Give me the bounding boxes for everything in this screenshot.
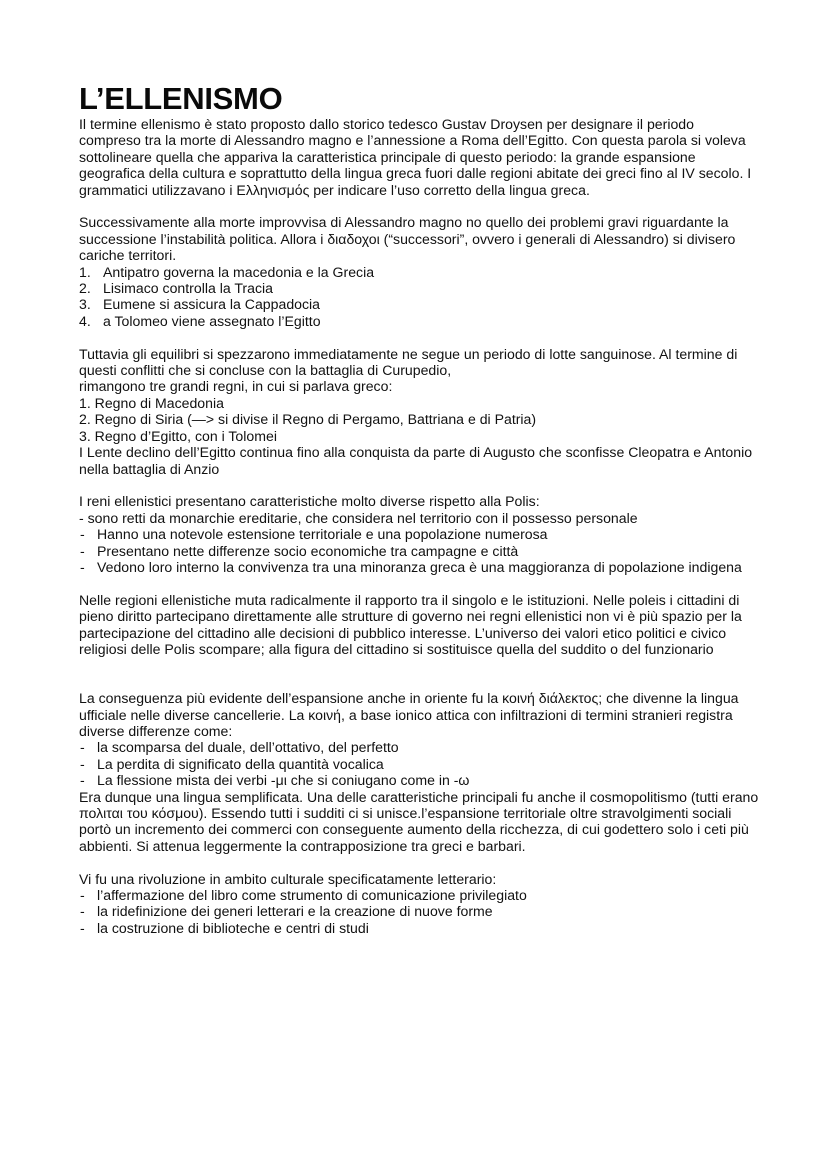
kingdoms-paragraph: Tuttavia gli equilibri si spezzarono immediatamente ne segue un periodo di lotte sanguinose. Al termine di questi conflitti che si concluse con la battaglia di Curupedio,	[79, 345, 738, 379]
dash-bullet: -	[80, 772, 85, 789]
hellenistic-kingdoms-paragraph: I reni ellenistici presentano caratteristiche molto diverse rispetto alla Polis:	[79, 493, 540, 510]
list-item: - l’affermazione del libro come strumento di comunicazione privilegiato	[80, 887, 527, 903]
dash-bullet: -	[80, 755, 85, 772]
list-item: - Presentano nette differenze socio economiche tra campagne e città	[80, 542, 519, 559]
list-item: - la costruzione di biblioteche e centri di studi	[80, 919, 369, 936]
list-item: 4. a Tolomeo viene assegnato l’Egitto	[79, 312, 321, 329]
list-item: - La perdita di significato della quantità vocalica	[80, 755, 384, 772]
kingdoms-intro-line: rimangono tre grandi regni, in cui si parlava greco:	[79, 378, 393, 395]
list-item: - Vedono loro interno la convivenza tra una minoranza greca è una maggioranza di popolazione indigena	[80, 558, 742, 575]
list-item: 1. Antipatro governa la macedonia e la Grecia	[79, 263, 375, 280]
list-item: 2. Lisimaco controlla la Tracia	[79, 280, 273, 297]
dash-bullet: -	[80, 558, 85, 575]
monarchy-line: - sono retti da monarchie ereditarie, che considera nel territorio con il possesso personale	[79, 509, 638, 526]
dash-bullet: -	[80, 526, 85, 543]
dash-bullet: -	[80, 739, 85, 756]
document-title: L’ELLENISMO	[79, 81, 283, 116]
document-page	[79, 82, 759, 936]
cosmopolitanism-paragraph: Era dunque una lingua semplificata. Una delle caratteristiche principali fu anche il cosmopolitismo (tutti erano πολιται του κόσμου). Essendo tutti i sudditi ci si unisce.l’espansione territoriale oltre stravolgimenti sociali portò un incremento dei commerci con conseguente aumento della ricchezza, di cui godettero solo i ceti più abbienti. Si attenua leggermente la contrapposizione tra greci e barbari.	[79, 788, 759, 854]
dash-bullet: -	[80, 903, 85, 920]
cultural-revolution-paragraph: Vi fu una rivoluzione in ambito culturale specificatamente letterario:	[79, 870, 497, 887]
kingdom-traits-list	[79, 526, 759, 575]
kingdom-line: 3. Regno d’Egitto, con i Tolomei	[79, 427, 277, 444]
dash-bullet: -	[80, 542, 85, 559]
kingdom-line: 2. Regno di Siria (—> si divise il Regno di Pergamo, Battriana e di Patria)	[79, 411, 537, 428]
successors-paragraph: Successivamente alla morte improvvisa di Alessandro magno no quello dei problemi gravi riguardante la successione l’instabilità politica. Allora i διαδοχοι (“successori”, ovvero i generali di Alessandro) si divisero cariche territori.	[79, 214, 736, 264]
egypt-decline-paragraph: I Lente declino dell’Egitto continua fino alla conquista da parte di Augusto che sconfisse Cleopatra e Antonio nella battaglia di Anzio	[79, 444, 753, 477]
list-item: - Hanno una notevole estensione territoriale e una popolazione numerosa	[80, 526, 548, 543]
kingdom-line: 1. Regno di Macedonia	[79, 394, 224, 411]
intro-paragraph: Il termine ellenismo è stato proposto dallo storico tedesco Gustav Droysen per designare il periodo compreso tra la morte di Alessandro magno e l’annessione a Roma dell’Egitto. Con questa parola si voleva sottolineare quella che appariva la caratteristica principale di questo periodo: la grande espansione geografica della cultura e soprattutto della lingua greca fuori dalle regioni abitate dei greci fino al IV secolo. I grammatici utilizzavano i Ελληνισμός per indicare l’uso corretto della lingua greca.	[79, 116, 752, 198]
list-item: - La flessione mista dei verbi -μι che si coniugano come in -ω	[80, 772, 470, 789]
institutions-paragraph: Nelle regioni ellenistiche muta radicalmente il rapporto tra il singolo e le istituzioni. Nelle poleis i cittadini di pieno diritto partecipano direttamente alle strutture di governo nei regni ellenistici non vi è più spazio per la partecipazione del cittadino alle decisioni di pubblico interesse. L’universo dei valori etico politici e civico religiosi delle Polis scompare; alla figura del cittadino si sostituisce quella del suddito o del funzionario	[79, 591, 742, 657]
dash-bullet: -	[80, 887, 85, 903]
koine-paragraph: La conseguenza più evidente dell’espansione anche in oriente fu la κοινή διάλεκτος; che divenne la lingua ufficiale nelle diverse cancellerie. La κοινή, a base ionico attica con infiltrazioni di termini stranieri registra diverse differenze come:	[79, 690, 739, 739]
koine-differences-list	[79, 739, 759, 788]
cultural-revolution-list	[79, 887, 759, 936]
dash-bullet: -	[80, 919, 85, 936]
list-item: - la ridefinizione dei generi letterari e la creazione di nuove forme	[80, 903, 493, 920]
successors-list	[79, 264, 759, 330]
list-item: - la scomparsa del duale, dell’ottativo, del perfetto	[80, 739, 399, 756]
list-item: 3. Eumene si assicura la Cappadocia	[79, 296, 321, 313]
